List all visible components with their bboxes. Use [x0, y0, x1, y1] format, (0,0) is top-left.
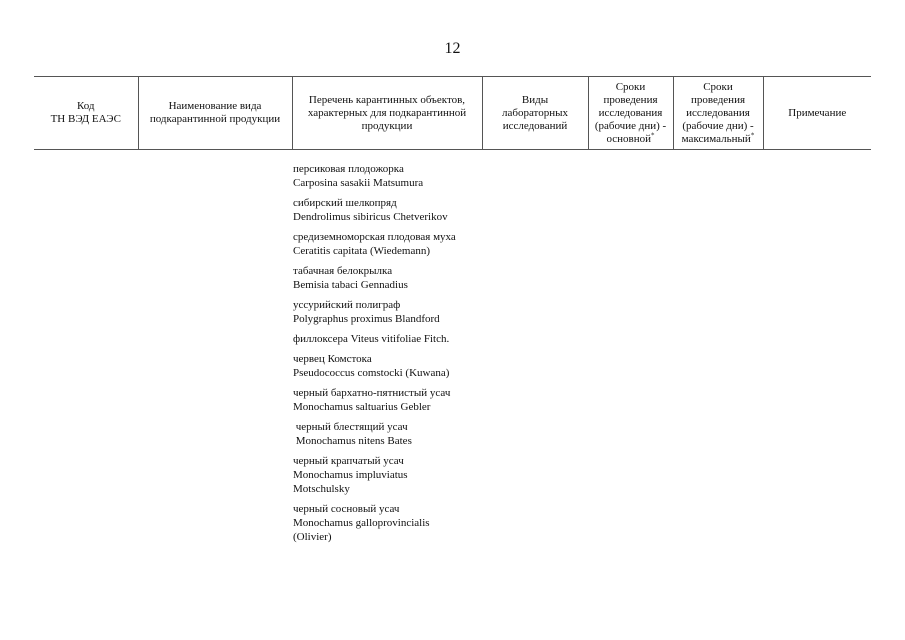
cell-terms-basic [588, 150, 673, 551]
header-line: Сроки [615, 80, 646, 93]
header-terms-basic [588, 77, 673, 150]
quarantine-object-entry [293, 196, 478, 224]
object-latin-name: Dendrolimus sibiricus Chetverikov [293, 211, 448, 223]
object-latin-name: (Olivier) [293, 531, 332, 543]
object-latin-name: Bemisia tabaci Gennadius [293, 279, 408, 291]
header-line: Сроки [703, 80, 733, 93]
object-common-name: уссурийский полиграф [293, 299, 401, 311]
object-common-name: черный блестящий усач [293, 421, 408, 433]
quarantine-table [34, 76, 871, 550]
header-code [34, 77, 138, 150]
quarantine-object-entry [293, 454, 478, 496]
quarantine-object-entry [293, 332, 478, 346]
quarantine-object-entry [293, 420, 478, 448]
header-line: Наименование вида [168, 100, 262, 112]
object-latin-name: Motschulsky [293, 483, 350, 495]
header-line: проведения [690, 93, 746, 106]
quarantine-object-entry [293, 502, 478, 544]
cell-note [763, 150, 871, 551]
object-latin-name: Monochamus saltuarius Gebler [293, 401, 431, 413]
header-line: исследований [502, 119, 568, 132]
footnote-mark: * [750, 130, 755, 139]
header-line: исследования [686, 106, 750, 119]
header-terms-max [673, 77, 763, 150]
header-line: подкарантинной продукции [149, 113, 281, 125]
header-line: исследования [598, 106, 663, 119]
object-latin-name: Ceratitis capitata (Wiedemann) [293, 245, 430, 257]
cell-terms-max [673, 150, 763, 551]
object-common-name: филлоксера Viteus vitifoliae Fitch. [293, 333, 450, 345]
header-line: максимальный* [681, 130, 755, 145]
header-line: (рабочие дни) - [682, 119, 754, 132]
object-latin-name: Polygraphus proximus Blandford [293, 313, 440, 325]
object-latin-name: Monochamus impluviatus [293, 469, 408, 481]
object-latin-name: Monochamus galloprovincialis [293, 517, 430, 529]
header-line: продукции [361, 119, 413, 132]
cell-code [34, 150, 138, 551]
object-common-name: черный бархатно-пятнистый усач [293, 387, 451, 399]
quarantine-object-entry [293, 264, 478, 292]
page-number: 12 [444, 40, 461, 57]
header-quarantine-objects [292, 77, 482, 150]
object-common-name: червец Комстока [293, 353, 372, 365]
header-line: проведения [603, 93, 658, 106]
header-line: Код [76, 100, 95, 112]
cell-lab-research [482, 150, 588, 551]
quarantine-object-entry [293, 352, 478, 380]
header-product-name [138, 77, 292, 150]
object-common-name: черный сосновый усач [293, 503, 400, 515]
cell-product-name [138, 150, 292, 551]
header-lab-research [482, 77, 588, 150]
object-common-name: средиземноморская плодовая муха [293, 231, 456, 243]
quarantine-object-entry [293, 230, 478, 258]
object-common-name: персиковая плодожорка [293, 163, 404, 175]
header-line: Примечание [788, 106, 847, 119]
object-latin-name: Monochamus nitens Bates [293, 435, 412, 447]
header-line: Перечень карантинных объектов, [308, 93, 466, 106]
header-line: основной* [606, 130, 655, 145]
header-line: характерных для подкарантинной [307, 106, 467, 119]
object-latin-name: Pseudococcus comstocki (Kuwana) [293, 367, 450, 379]
table-header-row [34, 77, 871, 150]
header-line: ТН ВЭД ЕАЭС [50, 113, 121, 125]
quarantine-object-entry [293, 298, 478, 326]
object-latin-name: Carposina sasakii Matsumura [293, 177, 424, 189]
quarantine-object-entry [293, 162, 478, 190]
object-common-name: табачная белокрылка [293, 265, 393, 277]
header-note [763, 77, 871, 150]
header-line: Виды [521, 93, 549, 106]
table-body-row [34, 150, 871, 551]
footnote-mark: * [651, 130, 655, 139]
header-line: (рабочие дни) - [594, 119, 667, 132]
header-line: лабораторных [501, 106, 568, 119]
object-common-name: сибирский шелкопряд [293, 197, 397, 209]
object-common-name: черный крапчатый усач [293, 455, 404, 467]
cell-quarantine-objects [292, 150, 482, 551]
quarantine-object-entry [293, 386, 478, 414]
